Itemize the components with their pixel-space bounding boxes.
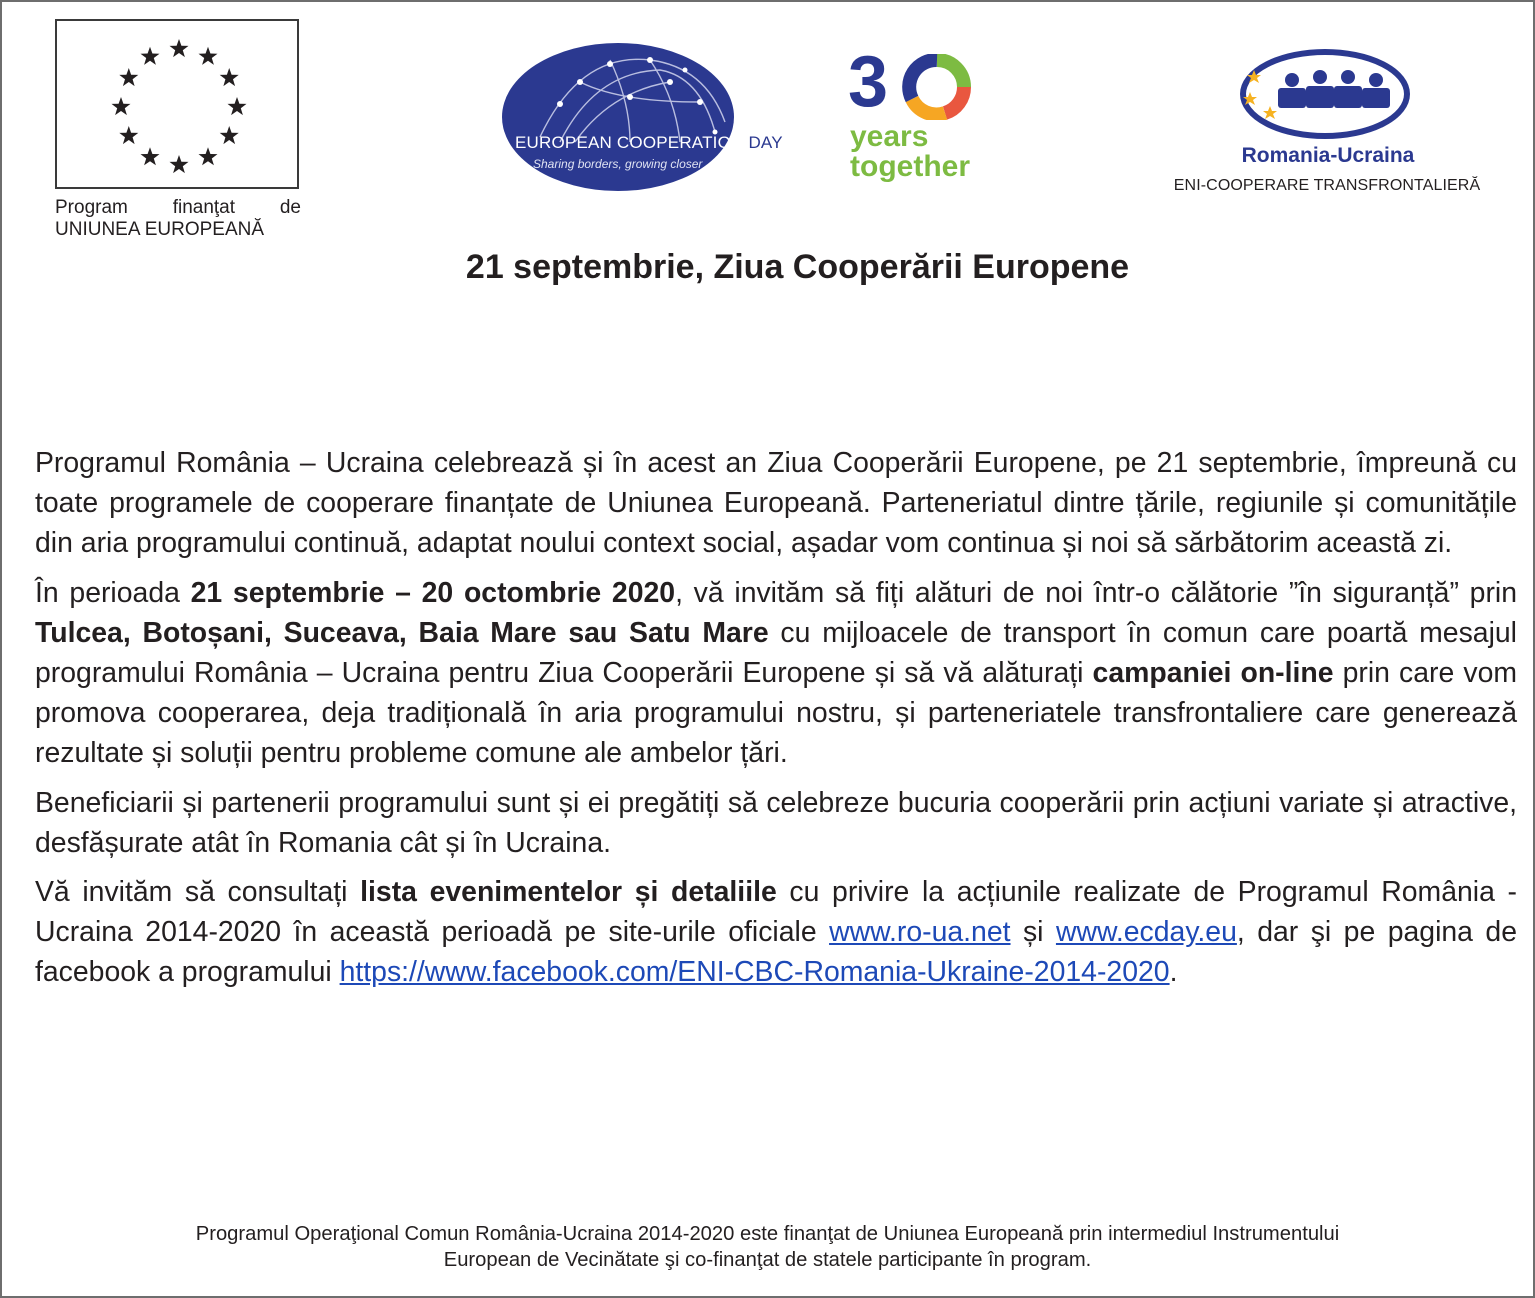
events-list-bold: lista evenimentelor și detaliile [360, 876, 777, 909]
eu-stars-icon [57, 21, 297, 187]
romania-ucraina-subtitle: ENI-COOPERARE TRANSFRONTALIERĂ [1173, 177, 1481, 194]
eu-caption [55, 197, 301, 241]
thirty-years-line2: together [850, 150, 970, 183]
eu-flag-logo [55, 19, 299, 189]
eu-caption-word: finanţat [172, 197, 236, 218]
ecday-title-text: EUROPEAN COOPERATION [515, 133, 744, 152]
campaign-bold: campaniei on-line [1092, 657, 1334, 690]
text-span: În perioada [35, 576, 191, 609]
cities-bold: Tulcea, Botoșani, Suceava, Baia Mare sau Satu Mare [35, 616, 769, 649]
footer-line1: Programul Operaţional Comun România-Ucraina 2014-2020 este finanţat de Uniunea Europeană prin intermediul Instrumentului [195, 1223, 1340, 1245]
body-text [35, 443, 1517, 1002]
text-span: și [1010, 916, 1056, 949]
eu-caption-line2: UNIUNEA EUROPEANĂ [55, 219, 265, 240]
eu-star-icon [199, 47, 218, 65]
text-span: cu privire la acțiunile realizate de Programul România - Ucraina 2014-2020 în această perioadă pe site-urile oficiale [35, 876, 1517, 949]
text-span: . [1169, 956, 1178, 989]
romania-ucraina-logo [1240, 48, 1410, 140]
eu-star-icon [170, 155, 189, 173]
romania-ucraina-title: Romania-Ucraina [1241, 144, 1415, 167]
paragraph-4 [35, 872, 1517, 993]
text-span: cu mijloacele de transport în comun care poartă mesajul programului România – Ucraina pentru Ziua Cooperării Europene și să vă alăturați [35, 616, 1517, 690]
thirty-years-line1: years [850, 120, 929, 153]
ecday-link[interactable]: www.ecday.eu [1055, 916, 1237, 949]
text-span: , vă invităm să fiți alături de noi într-o călătorie ”în siguranță” prin [675, 576, 1517, 609]
eu-star-icon [170, 39, 189, 57]
eu-star-icon [141, 147, 160, 165]
period-bold: 21 septembrie – 20 octombrie 2020 [190, 576, 676, 609]
eu-star-icon [112, 97, 131, 115]
paragraph-1: Programul România – Ucraina celebrează și în acest an Ziua Cooperării Europene, pe 21 septembrie, împreună cu toate programele de cooperare finanțate de Uniunea Europeană. Parteneriatul dintre țările, regiunile și comunitățile din aria programului continuă, adaptat noului context social, așadar vom continua și noi să sărbătorim această zi. [35, 447, 1517, 560]
eu-star-icon [119, 126, 138, 144]
text-span: , dar şi pe pagina de facebook a programului [35, 916, 1517, 989]
thirty-years-ring-icon [900, 54, 974, 120]
ecday-tagline: Sharing borders, growing closer [533, 157, 703, 171]
eu-star-icon [119, 68, 138, 86]
eu-star-icon [220, 126, 239, 144]
thirty-years-text [850, 122, 970, 182]
eu-caption-word: Program [55, 197, 128, 218]
eu-star-icon [228, 97, 247, 115]
eu-caption-word: de [279, 197, 301, 218]
page-title: 21 septembrie, Ziua Cooperării Europene [465, 248, 1130, 286]
text-span: prin care vom promova cooperarea, deja tradițională în aria programului nostru, și parteneriatele transfrontaliere care generează rezultate și soluții pentru probleme comune ale ambelor țări. [35, 657, 1518, 770]
eu-star-icon [220, 68, 239, 86]
paragraph-2 [35, 573, 1517, 774]
thirty-years-number: 3 [848, 42, 887, 122]
facebook-link[interactable]: https://www.facebook.com/ENI-CBC-Romania-Ukraine-2014-2020 [339, 956, 1170, 989]
footer-line2: European de Vecinătate şi co-finanţat de statele participante în program. [443, 1249, 1092, 1271]
ecday-title [515, 133, 783, 153]
paragraph-3: Beneficiarii și partenerii programului sunt și ei pregătiți să celebreze bucuria cooperării prin acțiuni variate și atractive, desfășurate atât în Romania cât și în Ucraina. [35, 786, 1517, 859]
footer-note [2, 1221, 1533, 1273]
ro-ua-link[interactable]: www.ro-ua.net [829, 916, 1011, 949]
eu-star-icon [141, 47, 160, 65]
ecday-title-day: DAY [748, 133, 783, 152]
text-span: Vă invităm să consultați [35, 876, 361, 909]
eu-star-icon [199, 147, 218, 165]
